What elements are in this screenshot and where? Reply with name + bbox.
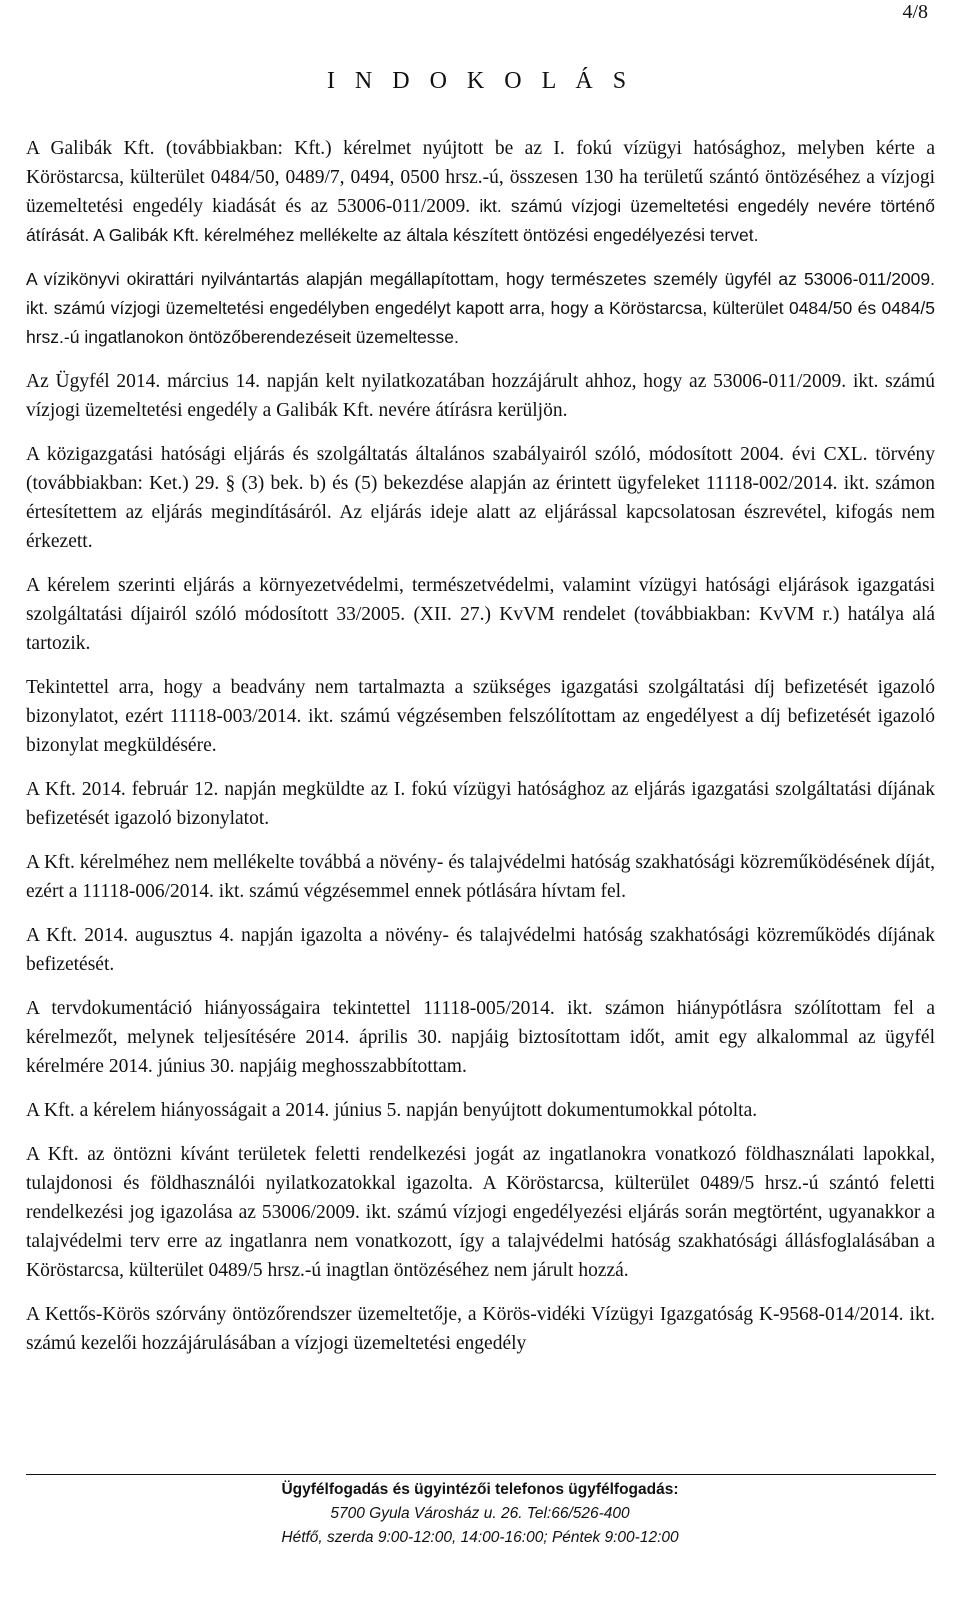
body-paragraph-10: A tervdokumentáció hiányosságaira tekintettel 11118-005/2014. ikt. számon hiánypótlásra szólítottam fel a kérelmezőt, melynek teljesítésére 2014. április 30. napjáig biztosítottam időt, amit egy alkalommal az ügyfél kérelmére 2014. június 30. napjáig meghosszabbítottam. [26,998,935,1077]
body-paragraph-11: A Kft. a kérelem hiányosságait a 2014. június 5. napján benyújtott dokumentumokkal pótolta. [26,1100,758,1121]
body-paragraph-6: Tekintettel arra, hogy a beadvány nem tartalmazta a szükséges igazgatási szolgáltatási díj befizetését igazoló bizonylatot, ezért 11118-003/2014. ikt. számú végzésemben felszólítottam az engedélyest a díj befizetését igazoló bizonylat megküldésére. [26,677,935,756]
body-paragraph-2: A vízikönyvi okirattári nyilvántartás alapján megállapítottam, hogy természetes személy ügyfél az 53006-011/2009. ikt. számú vízjogi üzemeltetési engedélyben engedélyt kapott arra, hogy a Köröstarcsa, külterület 0484/50 és 0484/5 hrsz.-ú ingatlanokon öntözőberendezéseit üzemeltesse. [26,269,935,347]
paragraph-1-sans-part: ikt. számú vízjogi üzemeltetési engedély nevére történő átírását. A Galibák Kft. kérelméhez mellékelte az általa készített öntözési engedélyezési tervet. [26,196,936,245]
body-paragraph-8: A Kft. kérelméhez nem mellékelte továbbá a növény- és talajvédelmi hatóság szakhatósági közreműködésének díját, ezért a 11118-006/2014. ikt. számú végzésemmel ennek pótlására hívtam fel. [26,852,935,902]
footer-hours: Hétfő, szerda 9:00-12:00, 14:00-16:00; Péntek 9:00-12:00 [281,1529,679,1546]
page-number: 4/8 [902,1,928,23]
page-footer [0,1478,960,1550]
body-paragraph-13: A Kettős-Körös szórvány öntözőrendszer üzemeltetője, a Körös-vidéki Vízügyi Igazgatóság K-9568-014/2014. ikt. számú kezelői hozzájárulásában a vízjogi üzemeltetési engedély [26,1304,935,1354]
body-paragraph-1 [26,134,935,250]
footer-address: 5700 Gyula Városház u. 26. Tel:66/526-400 [330,1505,630,1522]
body-paragraph-9: A Kft. 2014. augusztus 4. napján igazolta a növény- és talajvédelmi hatóság szakhatósági közreműködés díjának befizetését. [26,925,935,975]
paragraph-1-serif-part: A Galibák Kft. (továbbiakban: Kft.) kérelmet nyújtott be az I. fokú vízügyi hatósághoz, melyben kérte a Köröstarcsa, külterület 0484/50, 0489/7, 0494, 0500 hrsz.-ú, összesen 130 ha területű szántó öntözéséhez a vízjogi üzemeltetési engedély kiadását és az 53006-011/2009. [26,138,935,217]
document-body [26,134,935,1373]
body-paragraph-5: A kérelem szerinti eljárás a környezetvédelmi, természetvédelmi, valamint vízügyi hatósági eljárások igazgatási szolgáltatási díjairól szóló módosított 33/2005. (XII. 27.) KvVM rendelet (továbbiakban: KvVM r.) hatálya alá tartozik. [26,575,935,654]
body-paragraph-4: A közigazgatási hatósági eljárás és szolgáltatás általános szabályairól szóló, módosított 2004. évi CXL. törvény (továbbiakban: Ket.) 29. § (3) bek. b) és (5) bekezdése alapján az érintett ügyfeleket 11118-002/2014. ikt. számon értesítettem az eljárás megindításáról. Az eljárás ideje alatt az eljárással kapcsolatosan észrevétel, kifogás nem érkezett. [26,444,935,552]
footer-divider [26,1474,936,1475]
body-paragraph-3: Az Ügyfél 2014. március 14. napján kelt nyilatkozatában hozzájárult ahhoz, hogy az 53006-011/2009. ikt. számú vízjogi üzemeltetési engedély a Galibák Kft. nevére átírásra kerüljön. [26,371,935,421]
body-paragraph-12: A Kft. az öntözni kívánt területek feletti rendelkezési jogát az ingatlanokra vonatkozó földhasználati lapokkal, tulajdonosi és földhasználói nyilatkozatokkal igazolta. A Köröstarcsa, külterület 0489/5 hrsz.-ú szántó feletti rendelkezési jog igazolása az 53006/2009. ikt. számú vízjogi engedélyezési eljárás során megtörtént, ugyanakkor a talajvédelmi terv erre az ingatlanra nem vonatkozott, így a talajvédelmi hatóság szakhatósági állásfoglalásában a Köröstarcsa, külterület 0489/5 hrsz.-ú inagtlan öntözéséhez nem járult hozzá. [26,1144,935,1281]
body-paragraph-7: A Kft. 2014. február 12. napján megküldte az I. fokú vízügyi hatósághoz az eljárás igazgatási szolgáltatási díjának befizetését igazoló bizonylatot. [26,779,935,829]
footer-title: Ügyfélfogadás és ügyintézői telefonos ügyfélfogadás: [281,1481,679,1498]
document-heading: I N D O K O L Á S [326,68,634,94]
